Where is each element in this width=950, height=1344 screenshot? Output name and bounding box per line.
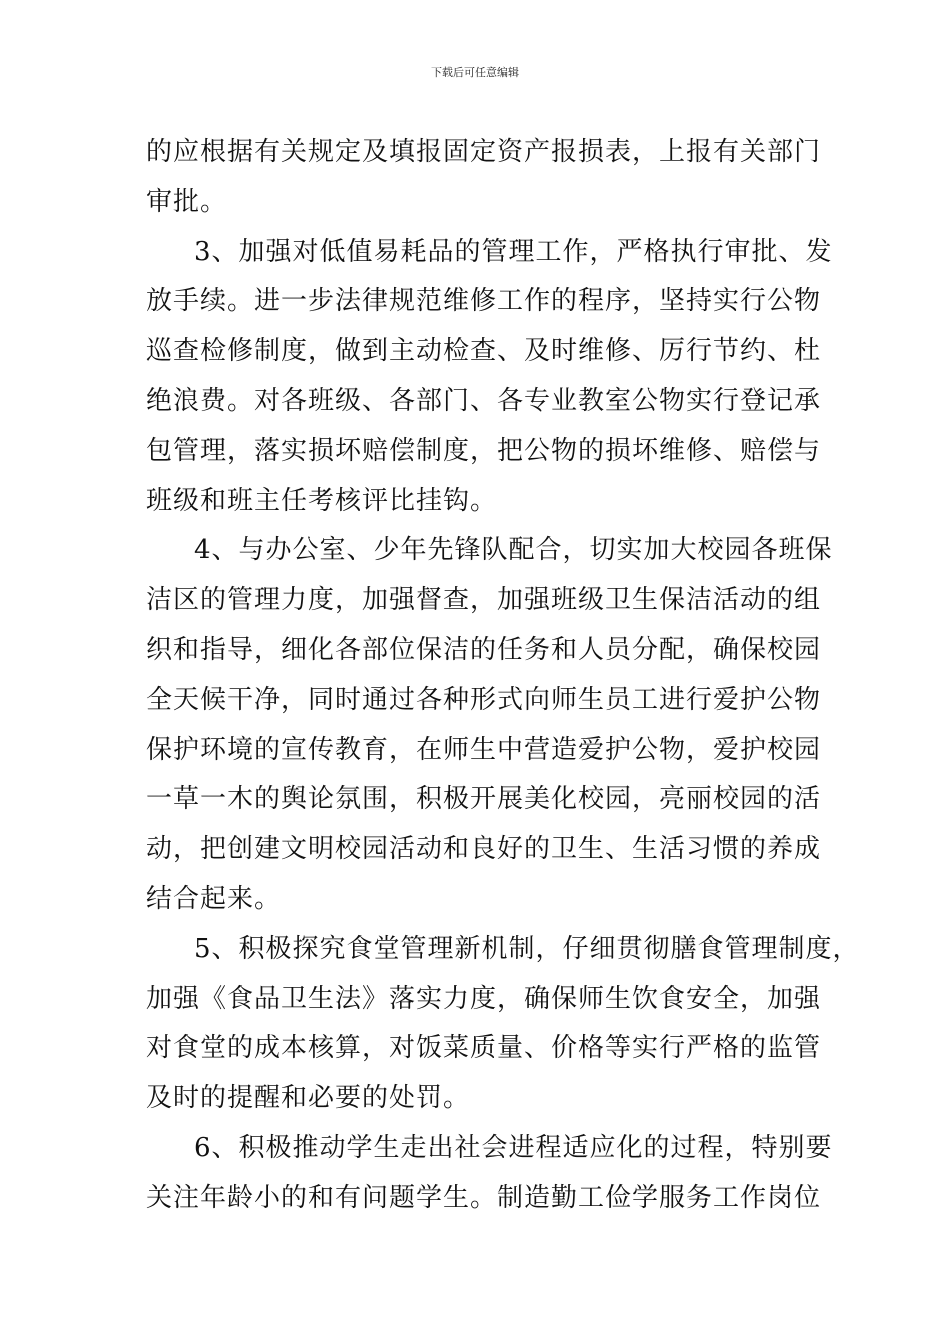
text-line: 结合起来。	[146, 883, 282, 914]
text-line: 关注年龄小的和有问题学生。制造勤工俭学服务工作岗位	[146, 1182, 822, 1213]
text-line: 审批。	[146, 186, 228, 217]
text-line: 洁区的管理力度，加强督查，加强班级卫生保洁活动的组	[146, 585, 822, 616]
text-line: 织和指导，细化各部位保洁的任务和人员分配，确保校园	[146, 634, 822, 665]
text-line: 及时的提醒和必要的处罚。	[146, 1083, 471, 1114]
paragraph-start-line: 5、积极探究食堂管理新机制，仔细贯彻膳食管理制度，	[194, 933, 860, 964]
text-line: 动，把创建文明校园活动和良好的卫生、生活习惯的养成	[146, 834, 822, 865]
text-line: 巡查检修制度，做到主动检查、及时维修、厉行节约、杜	[146, 336, 822, 367]
page-header-note: 下载后可任意编辑	[431, 66, 519, 79]
paragraph-start-line: 6、积极推动学生走出社会进程适应化的过程，特别要	[194, 1132, 833, 1163]
document-body	[146, 128, 860, 1224]
text-line: 放手续。进一步法律规范维修工作的程序，坚持实行公物	[146, 286, 822, 317]
text-line: 全天候干净，同时通过各种形式向师生员工进行爱护公物	[146, 684, 822, 715]
text-line: 绝浪费。对各班级、各部门、各专业教室公物实行登记承	[146, 385, 822, 416]
text-line: 班级和班主任考核评比挂钩。	[146, 485, 498, 516]
text-line: 加强《食品卫生法》落实力度，确保师生饮食安全，加强	[146, 983, 822, 1014]
text-line: 一草一木的舆论氛围，积极开展美化校园，亮丽校园的活	[146, 784, 822, 815]
paragraph-start-line: 4、与办公室、少年先锋队配合，切实加大校园各班保	[194, 535, 833, 566]
text-line: 的应根据有关规定及填报固定资产报损表，上报有关部门	[146, 137, 822, 167]
text-line: 包管理，落实损坏赔偿制度，把公物的损坏维修、赔偿与	[146, 435, 822, 466]
text-line: 对食堂的成本核算，对饭菜质量、价格等实行严格的监管	[146, 1033, 822, 1064]
paragraph-start-line: 3、加强对低值易耗品的管理工作，严格执行审批、发	[194, 236, 833, 267]
text-line: 保护环境的宣传教育，在师生中营造爱护公物，爱护校园	[146, 734, 822, 765]
